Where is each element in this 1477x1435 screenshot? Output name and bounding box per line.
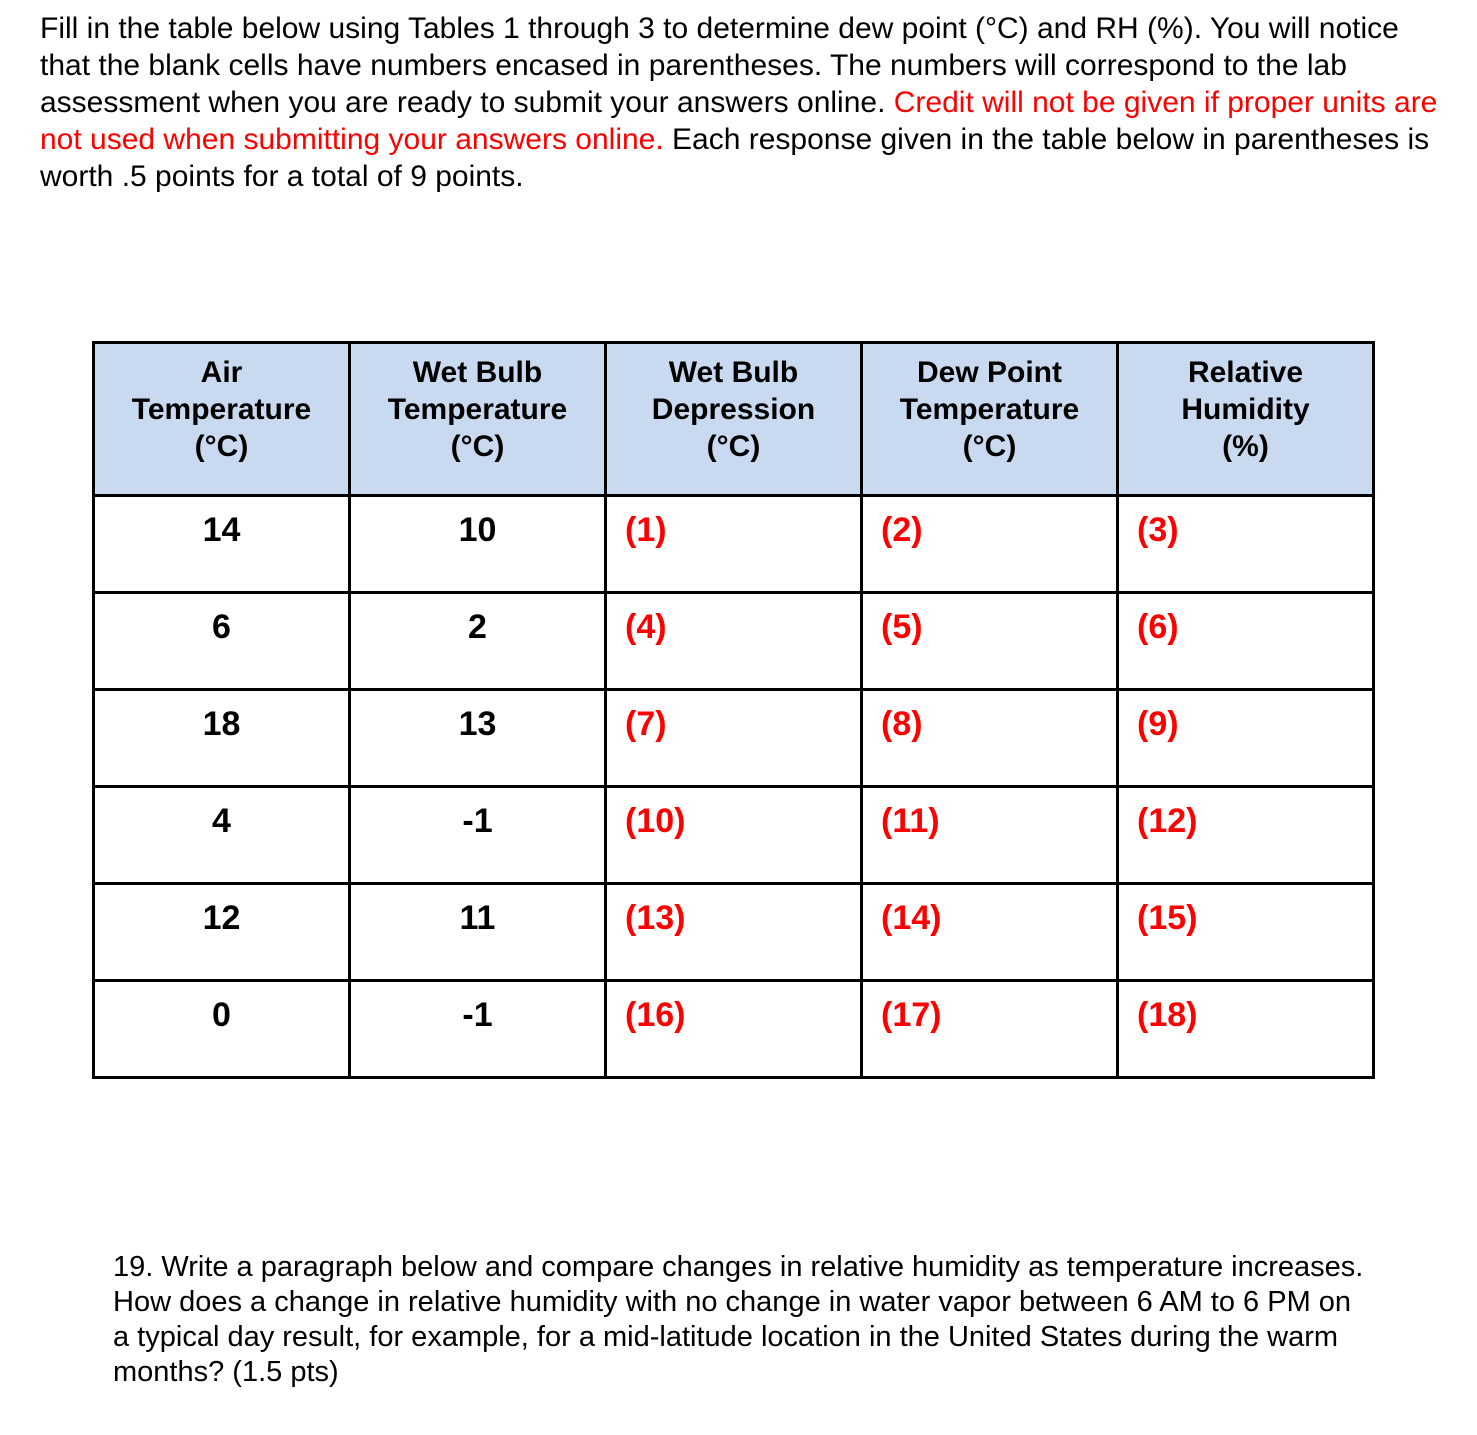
header-wet-bulb-temperature: Wet Bulb Temperature (°C)	[350, 343, 606, 496]
wet-bulb-temp-cell: 10	[350, 496, 606, 593]
answer-cell-relative-humidity: (12)	[1118, 787, 1374, 884]
header-wet-bulb-depression: Wet Bulb Depression (°C)	[606, 343, 862, 496]
answer-cell-dew-point: (2)	[862, 496, 1118, 593]
units-warning-text: Credit will not be given if proper units are not used when submitting your answers online.	[40, 86, 1438, 156]
header-dew-point-temperature: Dew Point Temperature (°C)	[862, 343, 1118, 496]
table-row	[94, 593, 1374, 690]
air-temp-cell: 18	[94, 690, 350, 787]
table-row	[94, 496, 1374, 593]
table-row	[94, 787, 1374, 884]
wet-bulb-temp-cell: 13	[350, 690, 606, 787]
header-relative-humidity: Relative Humidity (%)	[1118, 343, 1374, 496]
table-row	[94, 981, 1374, 1078]
answer-cell-dew-point: (5)	[862, 593, 1118, 690]
air-temp-cell: 14	[94, 496, 350, 593]
answer-cell-dew-point: (11)	[862, 787, 1118, 884]
answer-cell-wet-bulb-depression: (7)	[606, 690, 862, 787]
answer-cell-relative-humidity: (6)	[1118, 593, 1374, 690]
answer-cell-wet-bulb-depression: (13)	[606, 884, 862, 981]
dew-point-rh-table	[92, 341, 1375, 1079]
table-row	[94, 884, 1374, 981]
wet-bulb-temp-cell: -1	[350, 981, 606, 1078]
air-temp-cell: 6	[94, 593, 350, 690]
air-temp-cell: 0	[94, 981, 350, 1078]
answer-cell-dew-point: (14)	[862, 884, 1118, 981]
instructions-text-1: Fill in the table below using Tables 1 through 3 to determine dew point (°C) and RH (%). You will notice that the blank cells have numbers encased in parentheses. The numbers will correspond to the lab assessment when you are ready to submit your answers online.	[40, 12, 1399, 119]
answer-cell-relative-humidity: (3)	[1118, 496, 1374, 593]
header-air-temperature: Air Temperature (°C)	[94, 343, 350, 496]
answer-cell-dew-point: (8)	[862, 690, 1118, 787]
answer-cell-wet-bulb-depression: (4)	[606, 593, 862, 690]
air-temp-cell: 12	[94, 884, 350, 981]
answer-cell-wet-bulb-depression: (10)	[606, 787, 862, 884]
header-row	[94, 343, 1374, 496]
wet-bulb-temp-cell: 2	[350, 593, 606, 690]
answer-cell-relative-humidity: (15)	[1118, 884, 1374, 981]
wet-bulb-temp-cell: 11	[350, 884, 606, 981]
table-row	[94, 690, 1374, 787]
answer-cell-relative-humidity: (18)	[1118, 981, 1374, 1078]
answer-cell-wet-bulb-depression: (1)	[606, 496, 862, 593]
wet-bulb-temp-cell: -1	[350, 787, 606, 884]
answer-cell-relative-humidity: (9)	[1118, 690, 1374, 787]
instructions-text-2: Each response given in the table below in parentheses is worth .5 points for a total of 9 points.	[40, 123, 1430, 193]
answer-cell-dew-point: (17)	[862, 981, 1118, 1078]
question-19: 19. Write a paragraph below and compare changes in relative humidity as temperature increases. How does a change in relative humidity with no change in water vapor between 6 AM to 6 PM on a typical day result, for example, for a mid-latitude location in the United States during the warm months? (1.5 pts)	[113, 1251, 1364, 1388]
instructions-paragraph	[40, 10, 1450, 195]
air-temp-cell: 4	[94, 787, 350, 884]
answer-cell-wet-bulb-depression: (16)	[606, 981, 862, 1078]
